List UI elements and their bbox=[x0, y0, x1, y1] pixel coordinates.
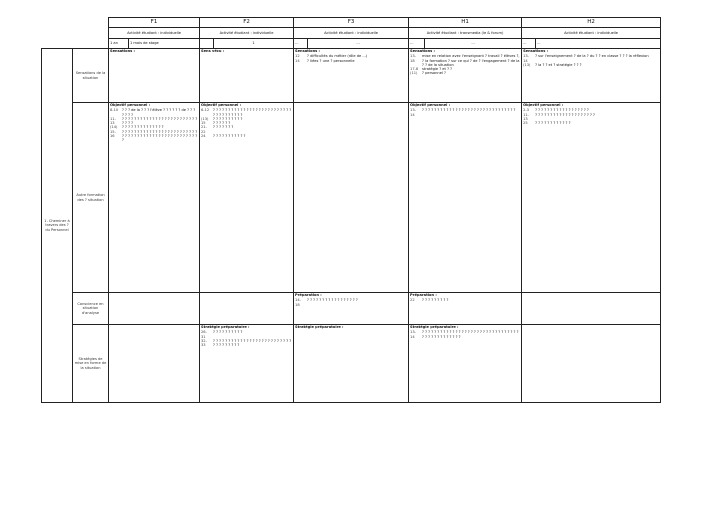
session-text: ? ? ? ? ? ? ? ? ? ? ? ? ? ? ? ? ? ? ? ? ? ? ? ? ? ? ? ? ? ? ? ? ? ? ? bbox=[213, 338, 292, 348]
session-number: 15 bbox=[201, 121, 206, 126]
cell-title: Objectif personnel : bbox=[110, 103, 151, 107]
cell-title: Sensations : bbox=[410, 49, 435, 53]
session-number: (13) bbox=[523, 62, 531, 67]
cell-r1-f2 bbox=[200, 49, 294, 103]
session-text: stratégie ? et ? ? bbox=[422, 67, 453, 72]
cell-title: Stratégie préparatoire : bbox=[295, 325, 344, 329]
session-text: ? ? ? ? ? ? bbox=[213, 121, 231, 126]
column-header-h2: H2 bbox=[522, 18, 661, 28]
session-number: 26-31 bbox=[201, 330, 207, 339]
cell-r2-h1 bbox=[409, 103, 522, 293]
session-entry bbox=[295, 59, 407, 63]
session-text: ? ? ? ? ? ? ? ? ? ? ? ? ? ? ? ? ? bbox=[307, 298, 358, 303]
cell-title: Stratégie préparatoire : bbox=[201, 325, 250, 329]
cell-title: Objectif personnel : bbox=[201, 103, 242, 107]
session-entry bbox=[110, 117, 198, 126]
session-number: 6-12 bbox=[201, 108, 210, 113]
cell-title: Préparation : bbox=[410, 293, 437, 297]
cell-r4-f1 bbox=[109, 325, 200, 403]
session-text: ? ? ? ? ? ? ? ? ? ? bbox=[213, 330, 243, 335]
duration-cell: ... bbox=[536, 39, 661, 49]
session-entry bbox=[201, 108, 292, 117]
session-text: ? ? ? ? ? ? ? ? ? ? ? ? ? ? ? ? ? ? bbox=[535, 108, 589, 113]
session-number: 13-14 bbox=[410, 108, 416, 117]
cell-title: Sensations : bbox=[110, 49, 135, 53]
session-entry bbox=[410, 330, 520, 339]
cell-title: Objectif personnel : bbox=[410, 103, 451, 107]
session-entry bbox=[410, 54, 520, 67]
session-text: ? ? ? ? ? ? ? bbox=[213, 125, 234, 130]
session-text: ? difficultés du métier (rôle de ...) bbox=[307, 54, 368, 59]
cell-r4-h1 bbox=[409, 325, 522, 403]
cell-title: Objectif personnel : bbox=[523, 103, 564, 107]
cell-title: Sensations : bbox=[295, 49, 320, 53]
session-number: 21-22 bbox=[201, 125, 207, 134]
cell-r1-h1 bbox=[409, 49, 522, 103]
subtitle-h1: Activité étudiant : transmedia (le & forum) bbox=[409, 28, 522, 39]
group-label: 1. Cheminer à travers des ? du Personnel bbox=[42, 49, 73, 403]
subtitle-f2: Activité étudiant : individuelle bbox=[200, 28, 294, 39]
cell-r3-h1 bbox=[409, 293, 522, 325]
session-text: ? ? ? ? ? ? ? ? ? ? ? ? ? ? ? ? ? ? ? ? ? ? ? ? ? ? ? ? ? ? ? bbox=[422, 108, 516, 113]
cell-r1-f1 bbox=[109, 49, 200, 103]
cell-r3-f3 bbox=[294, 293, 409, 325]
session-text: ? ? ? ? ? ? ? ? ? ? ? ? ? ? ? ? ? ? ? ? ? ? ? ? ? ? ? ? ? ? ? ? ? ? ? ? ? ? ? ? ? ? ? ? ? ? ? ? ? ? ? bbox=[122, 129, 198, 143]
session-entry bbox=[410, 298, 520, 302]
session-entry bbox=[110, 108, 198, 117]
session-text: ? sur l'enseignement ? de la ? du ? ? en classe ? ? ? la réflexion bbox=[535, 54, 649, 59]
session-entry bbox=[523, 63, 659, 67]
session-entry bbox=[201, 330, 292, 339]
cell-title: Préparation : bbox=[295, 293, 322, 297]
duration-cell: 1 mois de stage bbox=[129, 39, 200, 49]
session-entry bbox=[410, 108, 520, 117]
cell-r2-f1 bbox=[109, 103, 200, 293]
session-text: ? ? ? ? ? ? ? ? ? ? ? ? ? ? bbox=[122, 125, 164, 130]
session-number: 13-18 bbox=[410, 54, 416, 63]
session-number: 24 bbox=[201, 134, 206, 139]
subtitle-h2: Activité étudiant : individuelle bbox=[522, 28, 661, 39]
session-entry bbox=[523, 121, 659, 125]
analysis-grid bbox=[41, 17, 661, 403]
cell-r3-h2 bbox=[522, 293, 661, 325]
session-number: 13-14 bbox=[410, 330, 416, 339]
cell-title: Sensations : bbox=[523, 49, 549, 53]
session-text: ? ? ? ? ? ? ? ? ? ? ? ? ? ? ? ? ? ? ? ? bbox=[535, 112, 595, 117]
session-number: 13-14 bbox=[523, 54, 529, 63]
session-number: 15-16 bbox=[110, 129, 116, 139]
session-number: 17-8 bbox=[410, 67, 419, 72]
row-label-conscience: Conscience en situation d'analyse bbox=[73, 293, 109, 325]
session-entry bbox=[295, 298, 407, 307]
session-text: ? ? ? ? ? ? ? ? ? ? ? ? bbox=[535, 121, 571, 126]
row-label-strategies: Stratégies de mise en forme de la situation bbox=[73, 325, 109, 403]
duration-cell: ... bbox=[308, 39, 409, 49]
session-text: ? ? ? ? ? ? ? ? ? ? ? ? ? ? ? ? ? ? ? ? ? ? ? ? ? ? ? ? ? bbox=[122, 116, 198, 126]
cell-r1-h2 bbox=[522, 49, 661, 103]
cell-r3-f1 bbox=[109, 293, 200, 325]
session-number: 32-33 bbox=[201, 338, 207, 348]
session-text: ? ? ? de la ? ? ? l'élève ? ? ? ? ? ? de ? ? ? ? ? ? ? bbox=[122, 108, 196, 117]
session-number: 11-13 bbox=[110, 116, 116, 126]
cell-r4-h2 bbox=[522, 325, 661, 403]
session-entry bbox=[410, 71, 520, 75]
cell-r4-f3 bbox=[294, 325, 409, 403]
session-entry bbox=[201, 134, 292, 138]
session-number: 14 bbox=[295, 58, 300, 63]
cell-r1-f3 bbox=[294, 49, 409, 103]
session-number: 2-3 bbox=[523, 108, 529, 113]
cell-r4-f2 bbox=[200, 325, 294, 403]
session-entry bbox=[110, 130, 198, 143]
session-number: 8-10 bbox=[110, 108, 119, 113]
session-text: ? liées ? une ? personnelle bbox=[307, 58, 355, 63]
session-number: 12 bbox=[295, 54, 300, 59]
session-entry bbox=[523, 54, 659, 63]
session-text: ? la ? ? et ? stratégie ? ? ? bbox=[535, 62, 582, 67]
duration-cell: ... bbox=[425, 39, 522, 49]
duration-cell bbox=[200, 39, 214, 49]
session-number: (13) bbox=[201, 116, 209, 121]
session-entry bbox=[201, 339, 292, 348]
column-header-f3: F3 bbox=[294, 18, 409, 28]
cell-r3-f2 bbox=[200, 293, 294, 325]
cell-r2-f2 bbox=[200, 103, 294, 293]
cell-r2-h2 bbox=[522, 103, 661, 293]
session-number: 11-13 bbox=[523, 112, 529, 121]
cell-title: Sens vécu : bbox=[201, 49, 225, 53]
subtitle-f1: Activité étudiant : individuelle bbox=[109, 28, 200, 39]
session-number: 22 bbox=[410, 298, 415, 303]
duration-cell: ... bbox=[522, 39, 536, 49]
duration-cell: 1 bbox=[214, 39, 294, 49]
row-label-autre-formation: Autre formation des ? situation bbox=[73, 103, 109, 293]
session-number: 14-18 bbox=[295, 298, 301, 307]
column-header-f1: F1 bbox=[109, 18, 200, 28]
duration-cell: 1 an bbox=[109, 39, 129, 49]
session-text: ? ? ? ? ? ? ? ? ? ? ? ? ? ? ? ? ? ? ? ? ? ? ? ? ? ? ? ? ? ? ? ? ? ? ? ? bbox=[213, 108, 292, 117]
cell-r2-f3 bbox=[294, 103, 409, 293]
session-number: 25 bbox=[523, 121, 528, 126]
cell-title: Stratégie préparatoire : bbox=[410, 325, 459, 329]
row-label-sensations: Sensations de la situation bbox=[73, 49, 109, 103]
column-header-h1: H1 bbox=[409, 18, 522, 28]
session-entry bbox=[201, 125, 292, 134]
session-text: mise en relation avec l'enseignant ? travail ? élèves ?, ? la formation ? sur ce qui ? de ? l'engagement ? de la ? ? de la situation bbox=[422, 54, 520, 67]
duration-cell: ... bbox=[294, 39, 308, 49]
session-number: (14) bbox=[110, 125, 118, 130]
duration-cell: ... bbox=[409, 39, 425, 49]
subtitle-f3: Activité étudiant : individuelle bbox=[294, 28, 409, 39]
session-entry bbox=[523, 113, 659, 122]
column-header-f2: F2 bbox=[200, 18, 294, 28]
session-text: ? personnel ? bbox=[422, 71, 446, 76]
session-text: ? ? ? ? ? ? ? ? ? ? bbox=[213, 116, 243, 121]
session-text: ? ? ? ? ? ? ? ? ? bbox=[422, 298, 449, 303]
session-text: ? ? ? ? ? ? ? ? ? ? ? ? ? ? ? ? ? ? ? ? ? ? ? ? ? ? ? ? ? ? ? ? ? ? ? ? ? ? ? ? ? ? ? ? ? bbox=[422, 330, 519, 339]
session-number: (11) bbox=[410, 71, 418, 76]
session-text: ? ? ? ? ? ? ? ? ? ? ? bbox=[213, 134, 246, 139]
